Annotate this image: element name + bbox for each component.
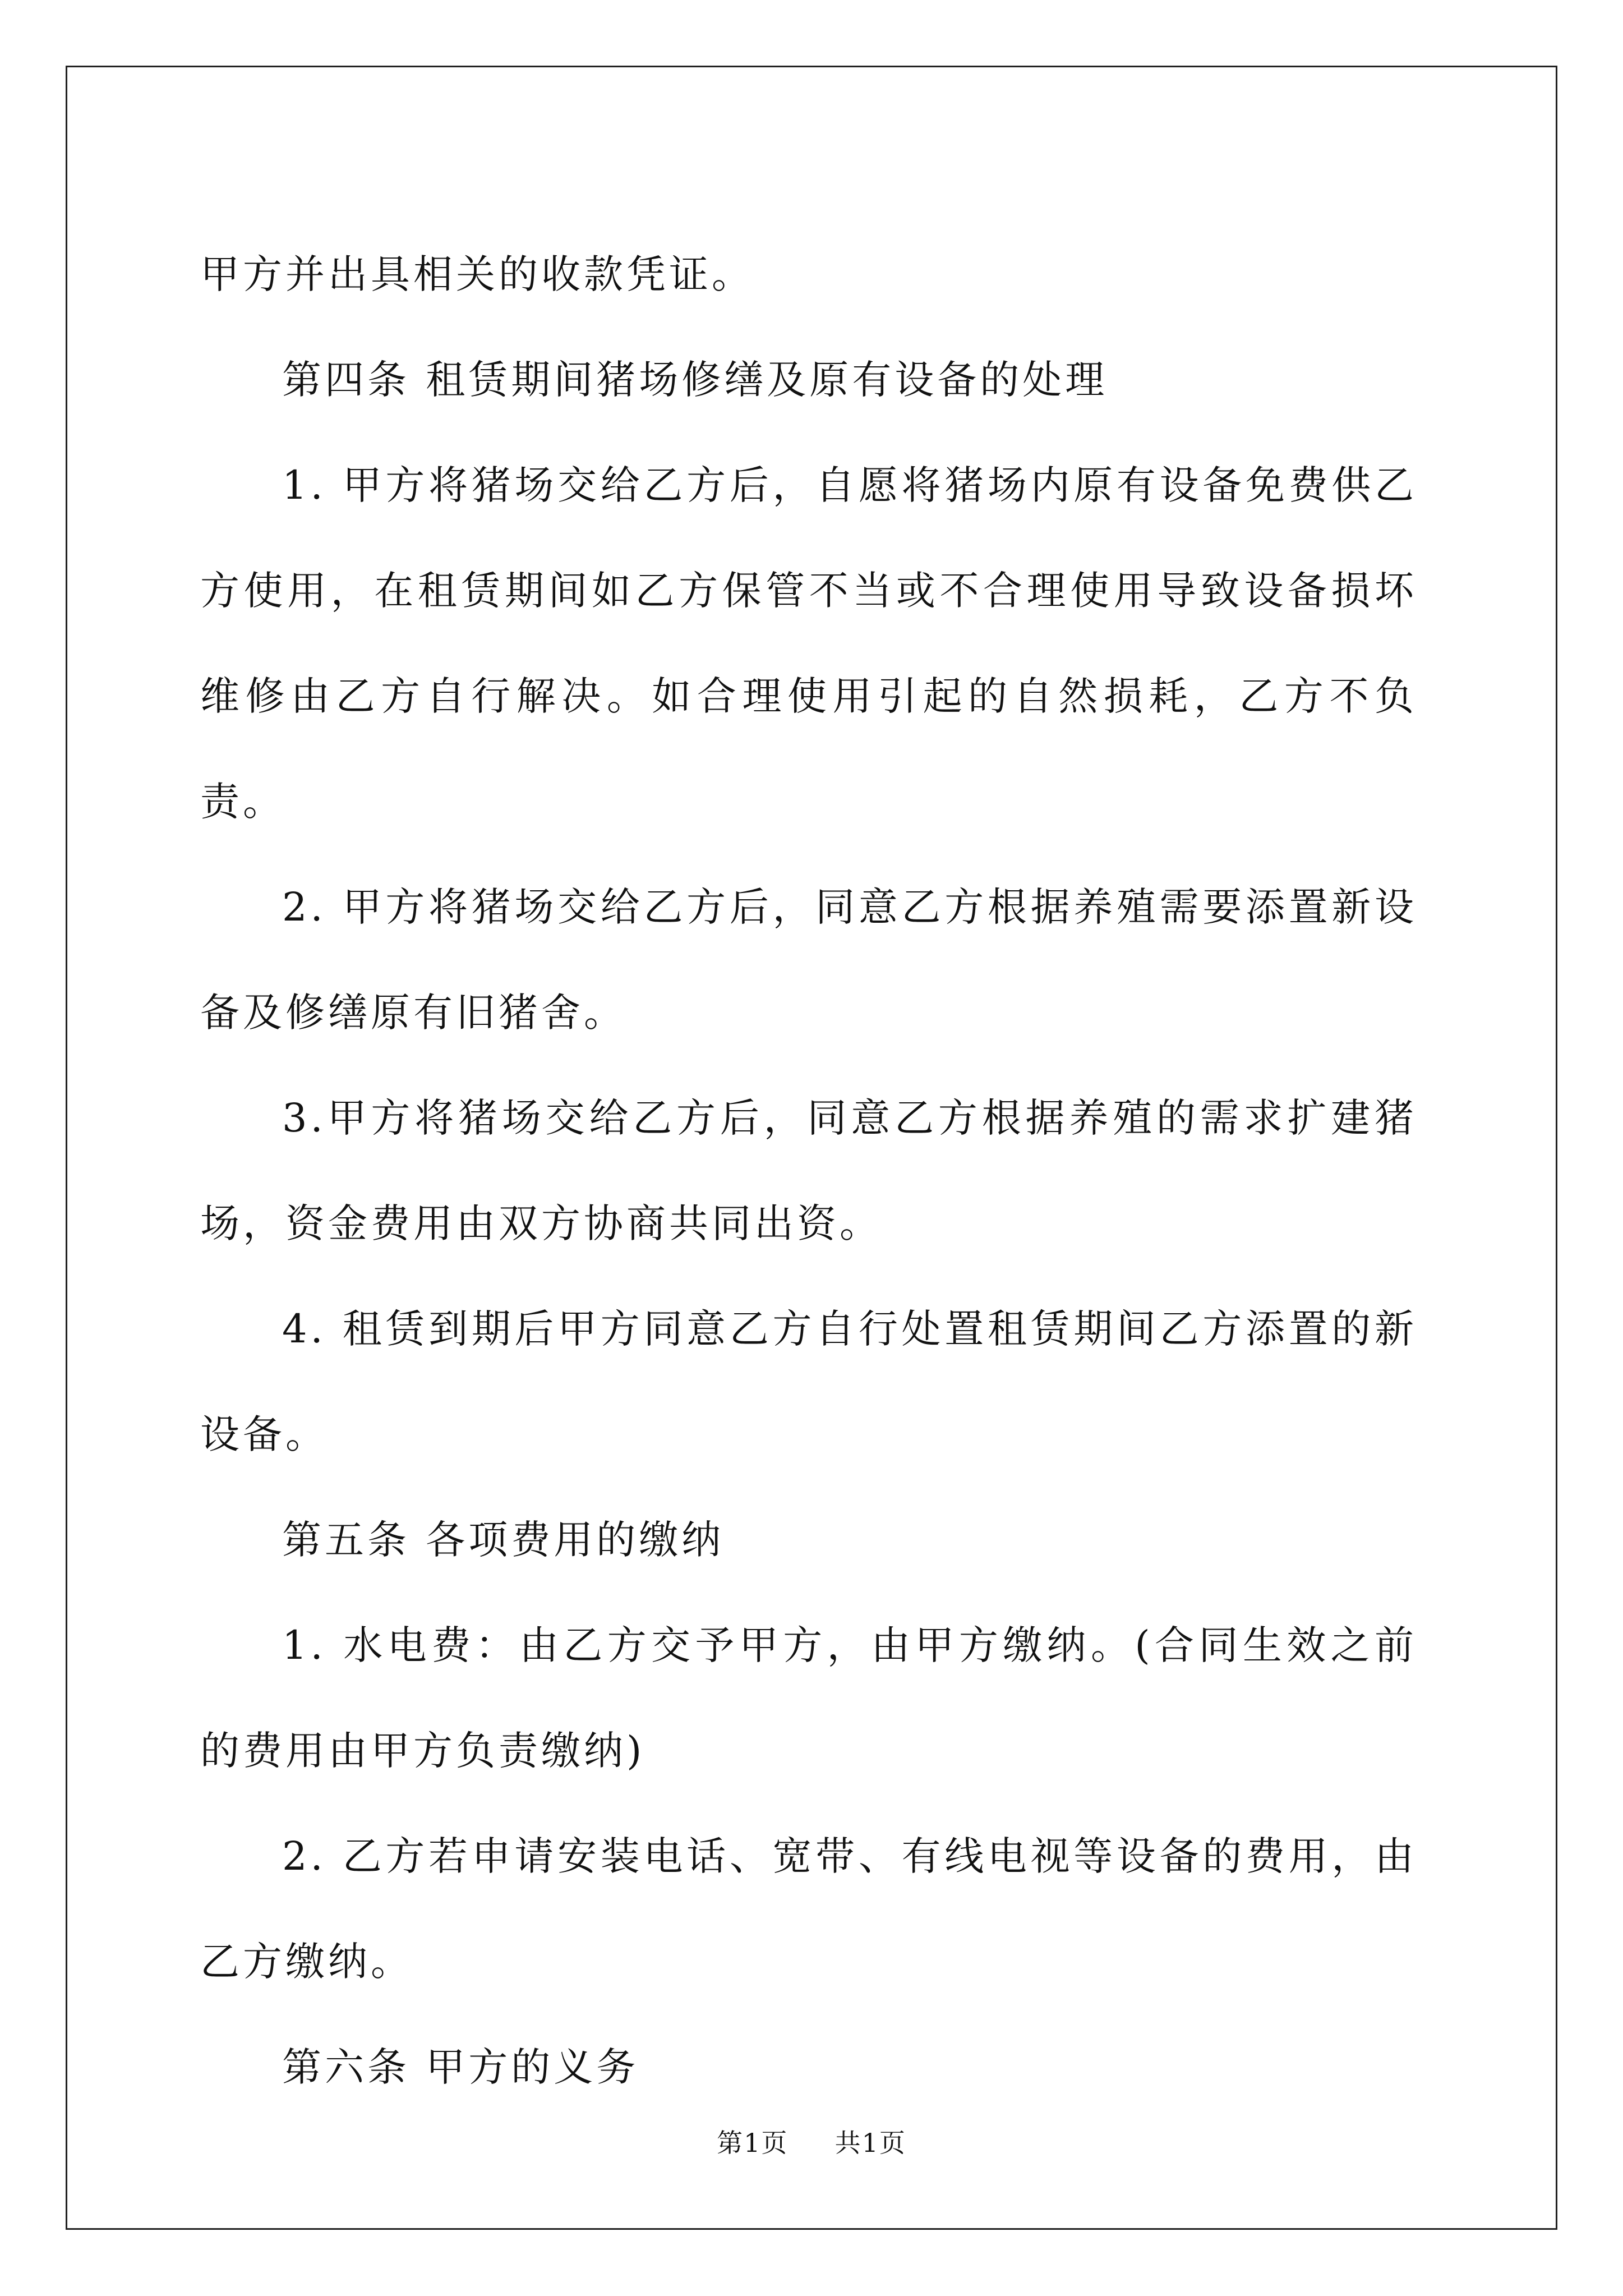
section-heading-4: 第四条 租赁期间猪场修缮及原有设备的处理 [282, 357, 1108, 403]
paragraph: 1. 甲方将猪场交给乙方后，自愿将猪场内原有设备免费供乙方使用，在租赁期间如乙方保管不当或不合理使用导致设备损坏维修由乙方自行解决。如合理使用引起的自然损耗，乙方不负责。 [200, 462, 1417, 825]
paragraph: 3.甲方将猪场交给乙方后，同意乙方根据养殖的需求扩建猪场，资金费用由双方协商共同出资。 [200, 1095, 1417, 1246]
page-number: 第1页 [717, 2128, 789, 2158]
paragraph: 4. 租赁到期后甲方同意乙方自行处置租赁期间乙方添置的新设备。 [200, 1306, 1417, 1457]
page-total: 共1页 [834, 2128, 906, 2158]
section-heading-5: 第五条 各项费用的缴纳 [282, 1517, 725, 1563]
paragraph: 1. 水电费：由乙方交予甲方，由甲方缴纳。(合同生效之前的费用由甲方负责缴纳) [200, 1622, 1417, 1774]
paragraph: 2. 乙方若申请安装电话、宽带、有线电视等设备的费用，由乙方缴纳。 [200, 1833, 1417, 1985]
page-footer [0, 2123, 1623, 2160]
document-body [200, 222, 1417, 2120]
paragraph: 甲方并出具相关的收款凭证。 [200, 251, 754, 297]
section-heading-6: 第六条 甲方的义务 [282, 2044, 639, 2090]
paragraph: 2. 甲方将猪场交给乙方后，同意乙方根据养殖需要添置新设备及修缮原有旧猪舍。 [200, 884, 1417, 1036]
